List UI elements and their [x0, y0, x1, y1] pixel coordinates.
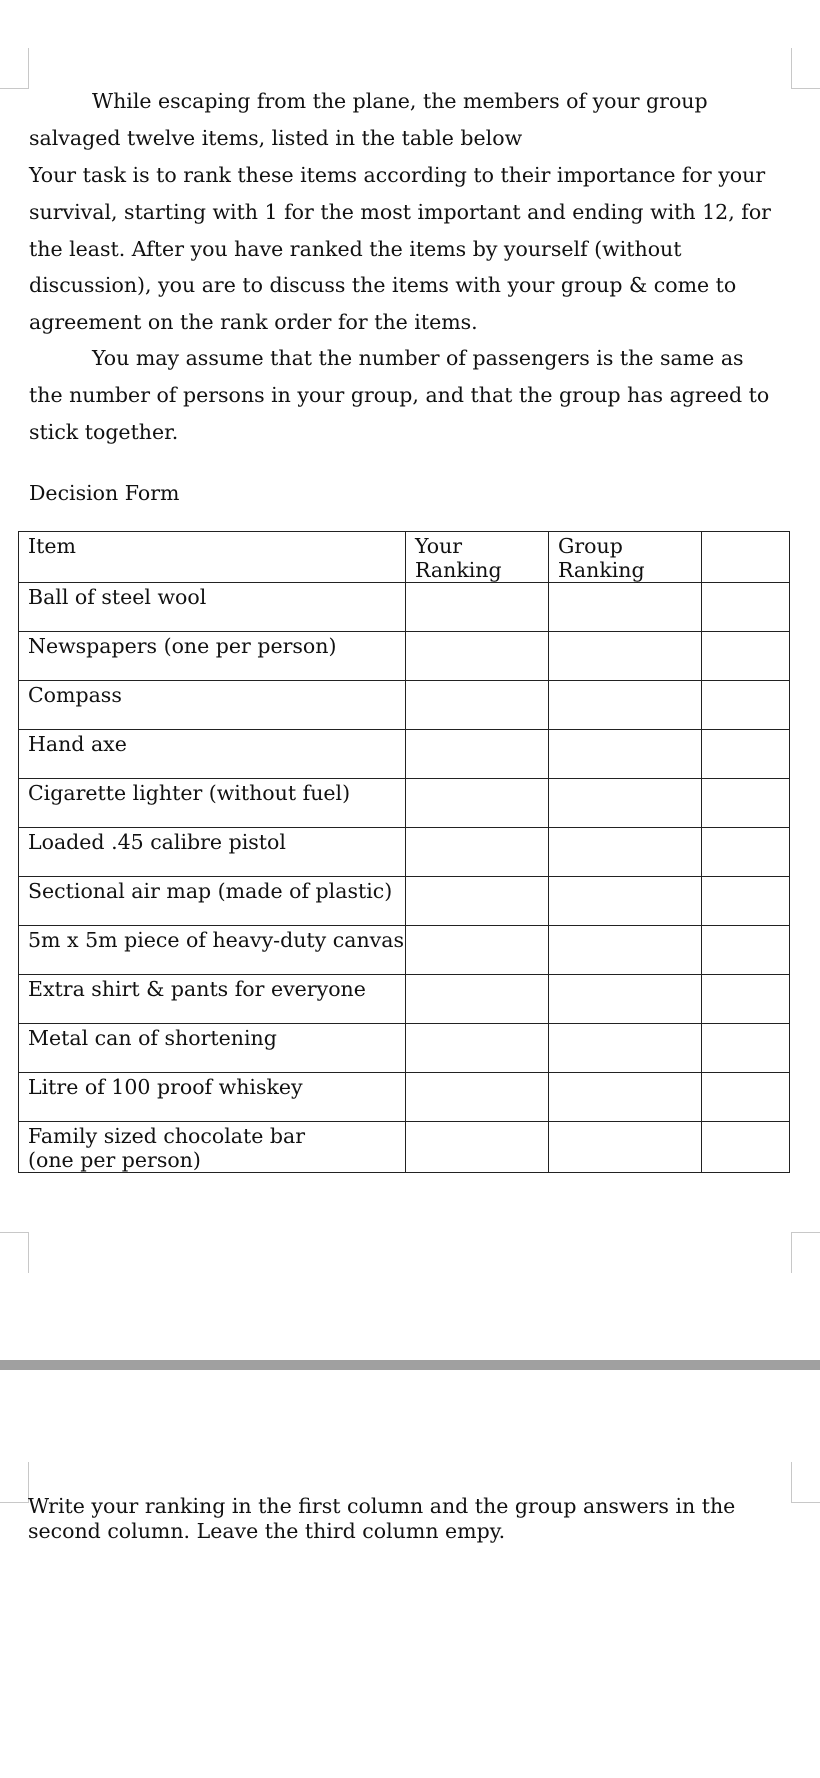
table-row [19, 1073, 790, 1122]
crop-mark-bottom-left [0, 1232, 29, 1273]
table-row [19, 926, 790, 975]
your-ranking-cell[interactable] [406, 779, 549, 828]
header-your-ranking: Your Ranking [406, 532, 549, 583]
item-cell: Sectional air map (made of plastic) [19, 877, 406, 926]
table-row [19, 877, 790, 926]
item-cell: Ball of steel wool [19, 583, 406, 632]
document-page-2 [0, 1370, 820, 1778]
crop-mark-bottom-right [791, 1232, 820, 1273]
your-ranking-cell[interactable] [406, 1073, 549, 1122]
item-cell: Extra shirt & pants for everyone [19, 975, 406, 1024]
intro-paragraph-1: While escaping from the plane, the members of your group salvaged twelve items, listed in the table below [29, 89, 708, 150]
your-ranking-cell[interactable] [406, 632, 549, 681]
your-ranking-cell[interactable] [406, 681, 549, 730]
header-item: Item [19, 532, 406, 583]
intro-paragraph-3: You may assume that the number of passengers is the same as the number of persons in your group, and that the group has agreed to stick together. [29, 346, 770, 444]
crop-mark-top-right [791, 1462, 820, 1503]
crop-mark-top-left [0, 48, 29, 89]
decision-form-table [18, 531, 790, 1173]
item-cell: Compass [19, 681, 406, 730]
group-ranking-cell[interactable] [549, 730, 702, 779]
instruction-paragraph: Write your ranking in the first column and the group answers in the second column. Leave the third column empy. [28, 1494, 736, 1543]
your-ranking-cell[interactable] [406, 877, 549, 926]
blank-cell [702, 975, 790, 1024]
table-row [19, 583, 790, 632]
blank-cell [702, 583, 790, 632]
blank-cell [702, 730, 790, 779]
item-cell: Loaded .45 calibre pistol [19, 828, 406, 877]
your-ranking-cell[interactable] [406, 1024, 549, 1073]
table-row [19, 1122, 790, 1173]
item-cell: Cigarette lighter (without fuel) [19, 779, 406, 828]
your-ranking-cell[interactable] [406, 828, 549, 877]
group-ranking-cell[interactable] [549, 926, 702, 975]
group-ranking-cell[interactable] [549, 1024, 702, 1073]
group-ranking-cell[interactable] [549, 681, 702, 730]
table-row [19, 632, 790, 681]
group-ranking-cell[interactable] [549, 1122, 702, 1173]
table-row [19, 828, 790, 877]
blank-cell [702, 681, 790, 730]
header-blank [702, 532, 790, 583]
group-ranking-cell[interactable] [549, 632, 702, 681]
group-ranking-cell[interactable] [549, 1073, 702, 1122]
table-row [19, 779, 790, 828]
blank-cell [702, 828, 790, 877]
blank-cell [702, 632, 790, 681]
item-cell: Newspapers (one per person) [19, 632, 406, 681]
header-group-ranking: Group Ranking [549, 532, 702, 583]
your-ranking-cell[interactable] [406, 730, 549, 779]
table-row [19, 1024, 790, 1073]
decision-form-title: Decision Form [29, 481, 180, 505]
table-row [19, 730, 790, 779]
your-ranking-cell[interactable] [406, 583, 549, 632]
your-ranking-cell[interactable] [406, 975, 549, 1024]
your-ranking-cell[interactable] [406, 926, 549, 975]
group-ranking-cell[interactable] [549, 828, 702, 877]
blank-cell [702, 1122, 790, 1173]
crop-mark-top-left [0, 1462, 29, 1503]
blank-cell [702, 1024, 790, 1073]
intro-paragraph-2: Your task is to rank these items according to their importance for your survival, starting with 1 for the most important and ending with 12, for the least. After you have ranked the items by yourself (without discussion), you are to discuss the items with your group & come to agreement on the rank order for the items. [29, 163, 771, 335]
group-ranking-cell[interactable] [549, 779, 702, 828]
table-row [19, 975, 790, 1024]
group-ranking-cell[interactable] [549, 877, 702, 926]
blank-cell [702, 1073, 790, 1122]
table-row [19, 681, 790, 730]
blank-cell [702, 877, 790, 926]
item-cell: Litre of 100 proof whiskey [19, 1073, 406, 1122]
group-ranking-cell[interactable] [549, 975, 702, 1024]
your-ranking-cell[interactable] [406, 1122, 549, 1173]
group-ranking-cell[interactable] [549, 583, 702, 632]
blank-cell [702, 926, 790, 975]
item-cell: Hand axe [19, 730, 406, 779]
item-cell: Metal can of shortening [19, 1024, 406, 1073]
crop-mark-top-right [791, 48, 820, 89]
item-cell: 5m x 5m piece of heavy-duty canvas [19, 926, 406, 975]
table-header-row [19, 532, 790, 583]
item-cell: Family sized chocolate bar (one per person) [19, 1122, 406, 1173]
page-separator [0, 1360, 820, 1370]
blank-cell [702, 779, 790, 828]
